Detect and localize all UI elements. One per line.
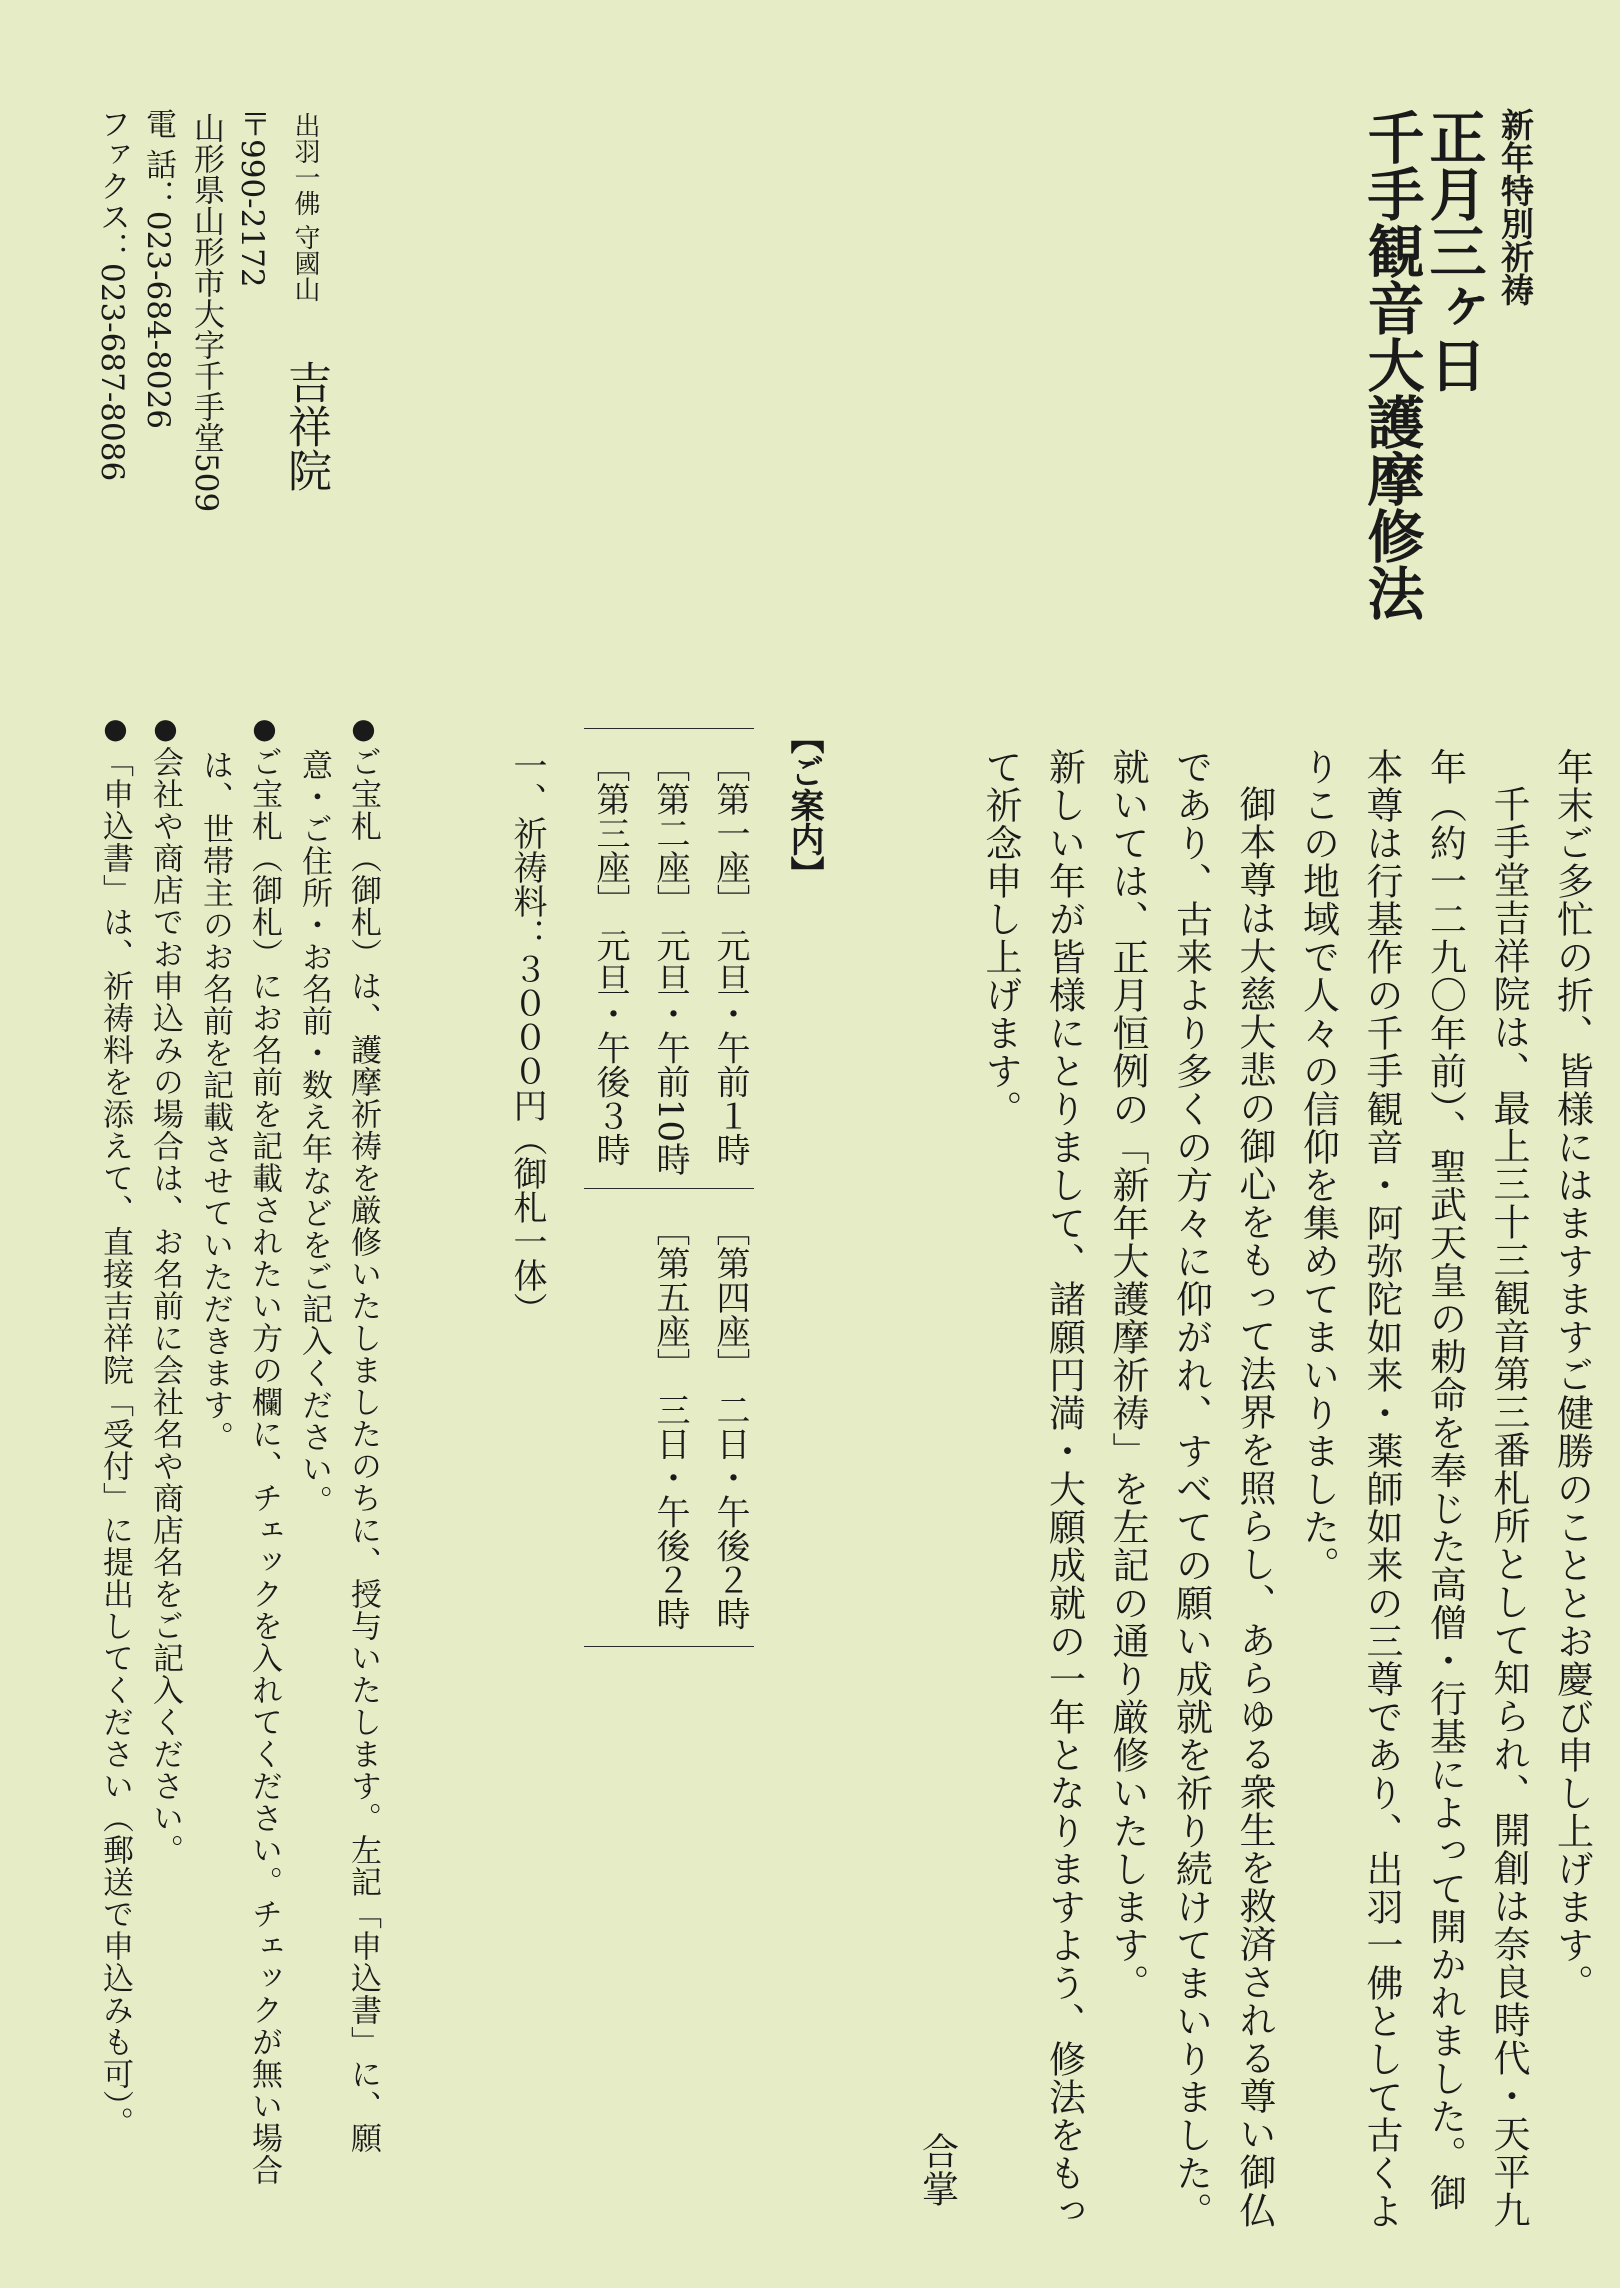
- note-item: [190, 712, 289, 2212]
- schedule-group-2: [640, 1212, 760, 1631]
- temple-postal-code: 〒990-2172: [234, 108, 270, 288]
- title-subtitle: 新年特別祈祷: [1496, 108, 1535, 306]
- title-line-2: 千手観音大護摩修法: [1358, 108, 1425, 621]
- notes-list: [90, 712, 388, 2212]
- schedule-rule-bottom: [584, 1646, 754, 1647]
- schedule-group-1: [580, 748, 760, 1176]
- letter-paragraph: 新しい年が皆様にとりまして、諸願円満・大願成就の一年となりますよう、修法をもって祈念申し上げます。: [979, 748, 1086, 2230]
- title-main: [1358, 108, 1487, 621]
- guide-heading: 【ご案内】: [784, 720, 824, 890]
- prayer-fee: 一、祈祷料：３０００円（御札一体）: [507, 748, 547, 1326]
- schedule-session: ［第五座］ 三日・午後２時: [650, 1212, 690, 1631]
- bullet-icon: ●: [149, 712, 182, 746]
- temple-phone: 電 話：023-684-8026: [140, 108, 176, 430]
- letter-paragraph: 就いては、正月恒例の「新年大護摩祈祷」を左記の通り厳修いたします。: [1106, 748, 1149, 2002]
- temple-org: 出羽一佛 守國山: [290, 112, 320, 303]
- title-line-1: 正月三ヶ日: [1420, 108, 1487, 393]
- note-item: [90, 712, 140, 2212]
- temple-name: 吉祥院: [280, 360, 331, 492]
- schedule-session: ［第二座］ 元旦・午前10時: [650, 748, 690, 1177]
- letter-paragraph: 御本尊は大慈大悲の御心をもって法界を照らし、あらゆる衆生を救済される尊い御仏であり、古来より多くの方々に仰がれ、すべての願い成就を祈り続けてまいりました。: [1169, 748, 1276, 2230]
- bullet-icon: ●: [99, 712, 132, 746]
- letter-paragraph: 千手堂吉祥院は、最上三十三観音第三番札所として知られ、開創は奈良時代・天平九年（約一二九〇年前）、聖武天皇の勅命を奉じた高僧・行基によって開かれました。御本尊は行基作の千手観音・阿弥陀如来・薬師如来の三尊であり、出羽一佛として古くよりこの地域で人々の信仰を集めてまいりました。: [1296, 748, 1530, 2230]
- bullet-icon: ●: [347, 712, 380, 746]
- schedule-rule-middle: [584, 1188, 754, 1189]
- schedule-session: ［第一座］ 元旦・午前１時: [710, 748, 750, 1167]
- note-text: ご宝札（御札）は、護摩祈祷を厳修いたしましたのちに、授与いたします。左記「申込書」に、願意・ご住所・お名前・数え年などをご記入ください。: [296, 746, 381, 2154]
- temple-fax: ファクス：023-687-8086: [94, 108, 130, 482]
- note-text: 「申込書」は、祈祷料を添えて、直接吉祥院「受付」に提出してください（郵送で申込みも可）。: [97, 746, 133, 2139]
- greeting-letter: [905, 748, 1604, 2248]
- schedule-session: ［第三座］ 元旦・午後３時: [590, 748, 630, 1167]
- letter-paragraph: 年末ご多忙の折、皆様にはますますご健勝のこととお慶び申し上げます。: [1550, 748, 1594, 2002]
- schedule-session: ［第四座］ 二日・午後２時: [710, 1212, 750, 1631]
- note-item: [289, 712, 388, 2212]
- note-item: [140, 712, 190, 2212]
- note-text: 会社や商店でお申込みの場合は、お名前に会社名や商店名をご記入ください。: [147, 746, 183, 1866]
- bullet-icon: ●: [248, 712, 281, 746]
- note-text: ご宝札（御札）にお名前を記載されたい方の欄に、チェックを入れてください。チェックが無い場合は、世帯主のお名前を記載させていただきます。: [197, 746, 282, 2186]
- temple-address: 山形県山形市大字千手堂509: [188, 112, 224, 513]
- schedule-rule-top: [584, 728, 754, 729]
- letter-closing: 合掌: [915, 2132, 959, 2208]
